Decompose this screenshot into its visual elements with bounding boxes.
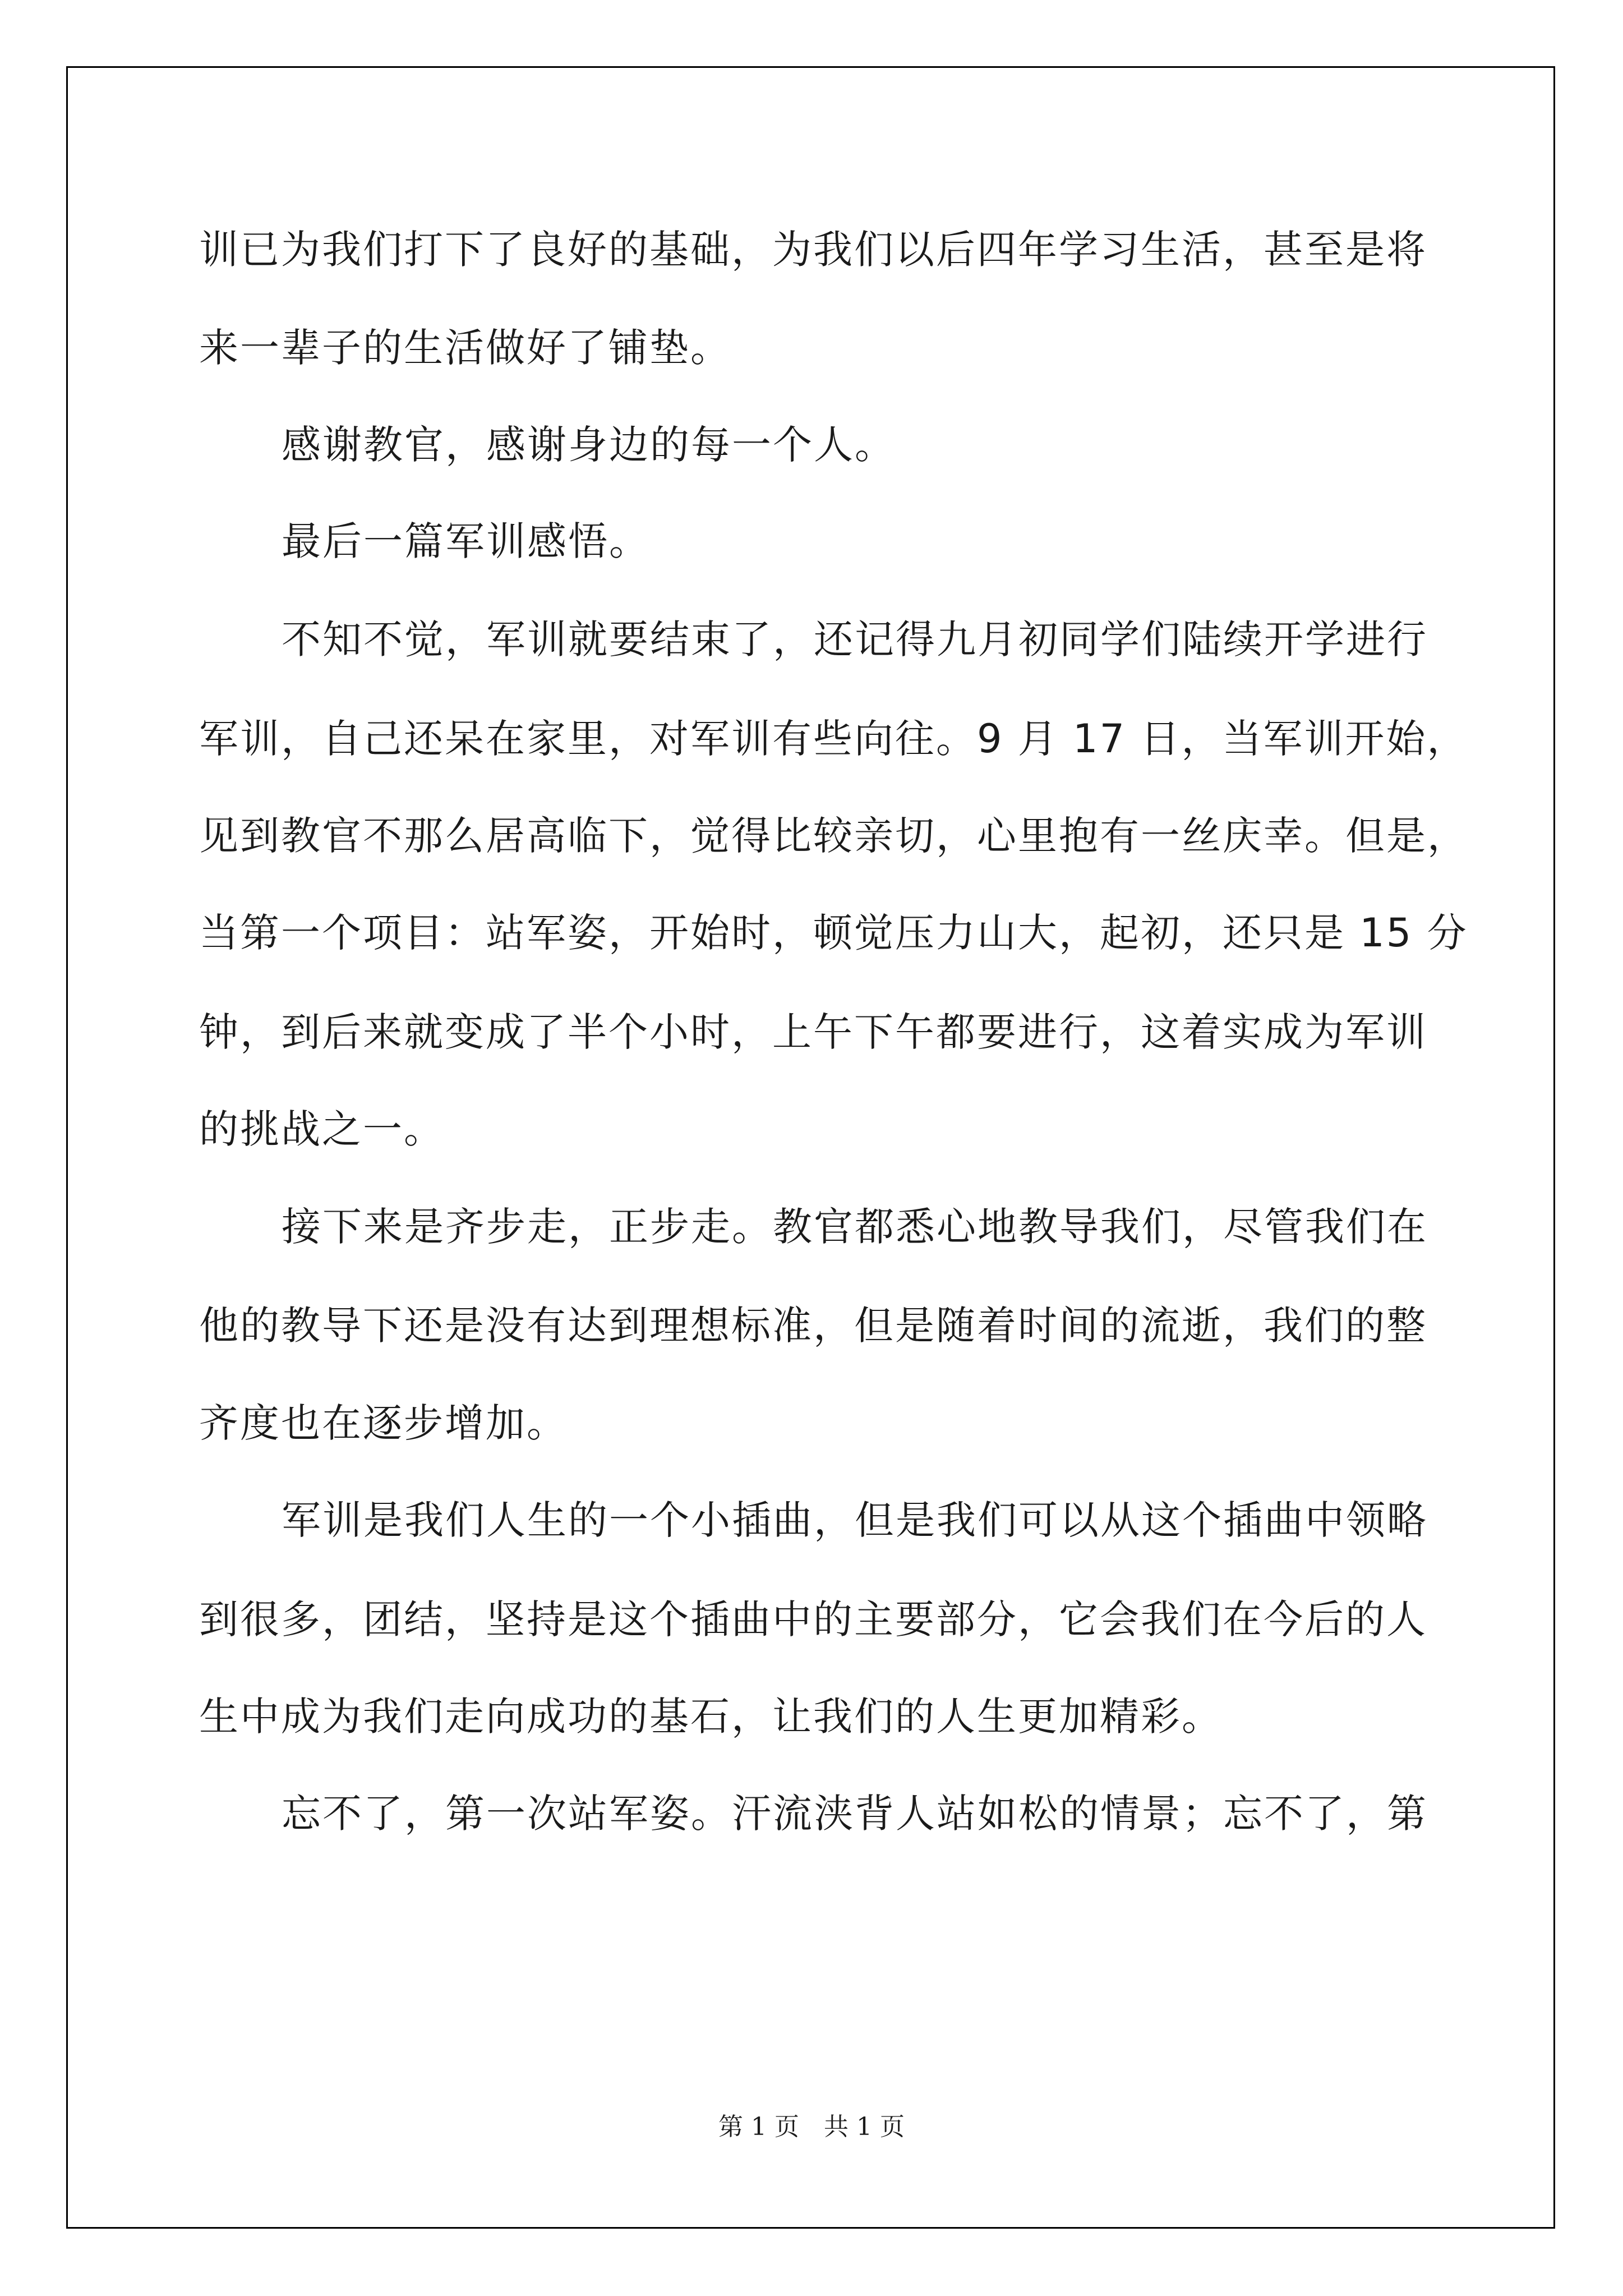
page-footer: 第 1 页 共 1 页: [718, 2113, 905, 2141]
text-line: 见到教官不那么居高临下，觉得比较亲切，心里抱有一丝庆幸。但是，: [199, 813, 1468, 859]
text-line: 来一辈子的生活做好了铺垫。: [199, 325, 731, 371]
text-line: 训已为我们打下了良好的基础，为我们以后四年学习生活，甚至是将: [199, 227, 1427, 273]
text-line: 齐度也在逐步增加。: [199, 1400, 568, 1446]
paragraph-start-line: 感谢教官，感谢身边的每一个人。: [282, 422, 896, 468]
paragraph-start-line: 不知不觉，军训就要结束了，还记得九月初同学们陆续开学进行: [282, 616, 1428, 662]
text-line: 当第一个项目：站军姿，开始时，顿觉压力山大，起初，还只是 15 分: [199, 910, 1468, 956]
text-line: 生中成为我们走向成功的基石，让我们的人生更加精彩。: [199, 1694, 1223, 1740]
paragraph-start-line: 接下来是齐步走，正步走。教官都悉心地教导我们，尽管我们在: [282, 1204, 1428, 1250]
paragraph-start-line: 军训是我们人生的一个小插曲，但是我们可以从这个插曲中领略: [282, 1497, 1428, 1543]
text-line: 军训，自己还呆在家里，对军训有些向往。9 月 17 日，当军训开始，: [199, 716, 1468, 762]
text-line: 的挑战之一。: [199, 1106, 445, 1152]
paragraph-start-line: 忘不了，第一次站军姿。汗流浃背人站如松的情景；忘不了，第: [282, 1791, 1428, 1837]
text-line: 他的教导下还是没有达到理想标准，但是随着时间的流逝，我们的整: [199, 1303, 1427, 1349]
text-line: 到很多，团结，坚持是这个插曲中的主要部分，它会我们在今后的人: [199, 1596, 1427, 1642]
paragraph-start-line: 最后一篇军训感悟。: [282, 518, 650, 564]
text-line: 钟，到后来就变成了半个小时，上午下午都要进行，这着实成为军训: [199, 1009, 1427, 1055]
